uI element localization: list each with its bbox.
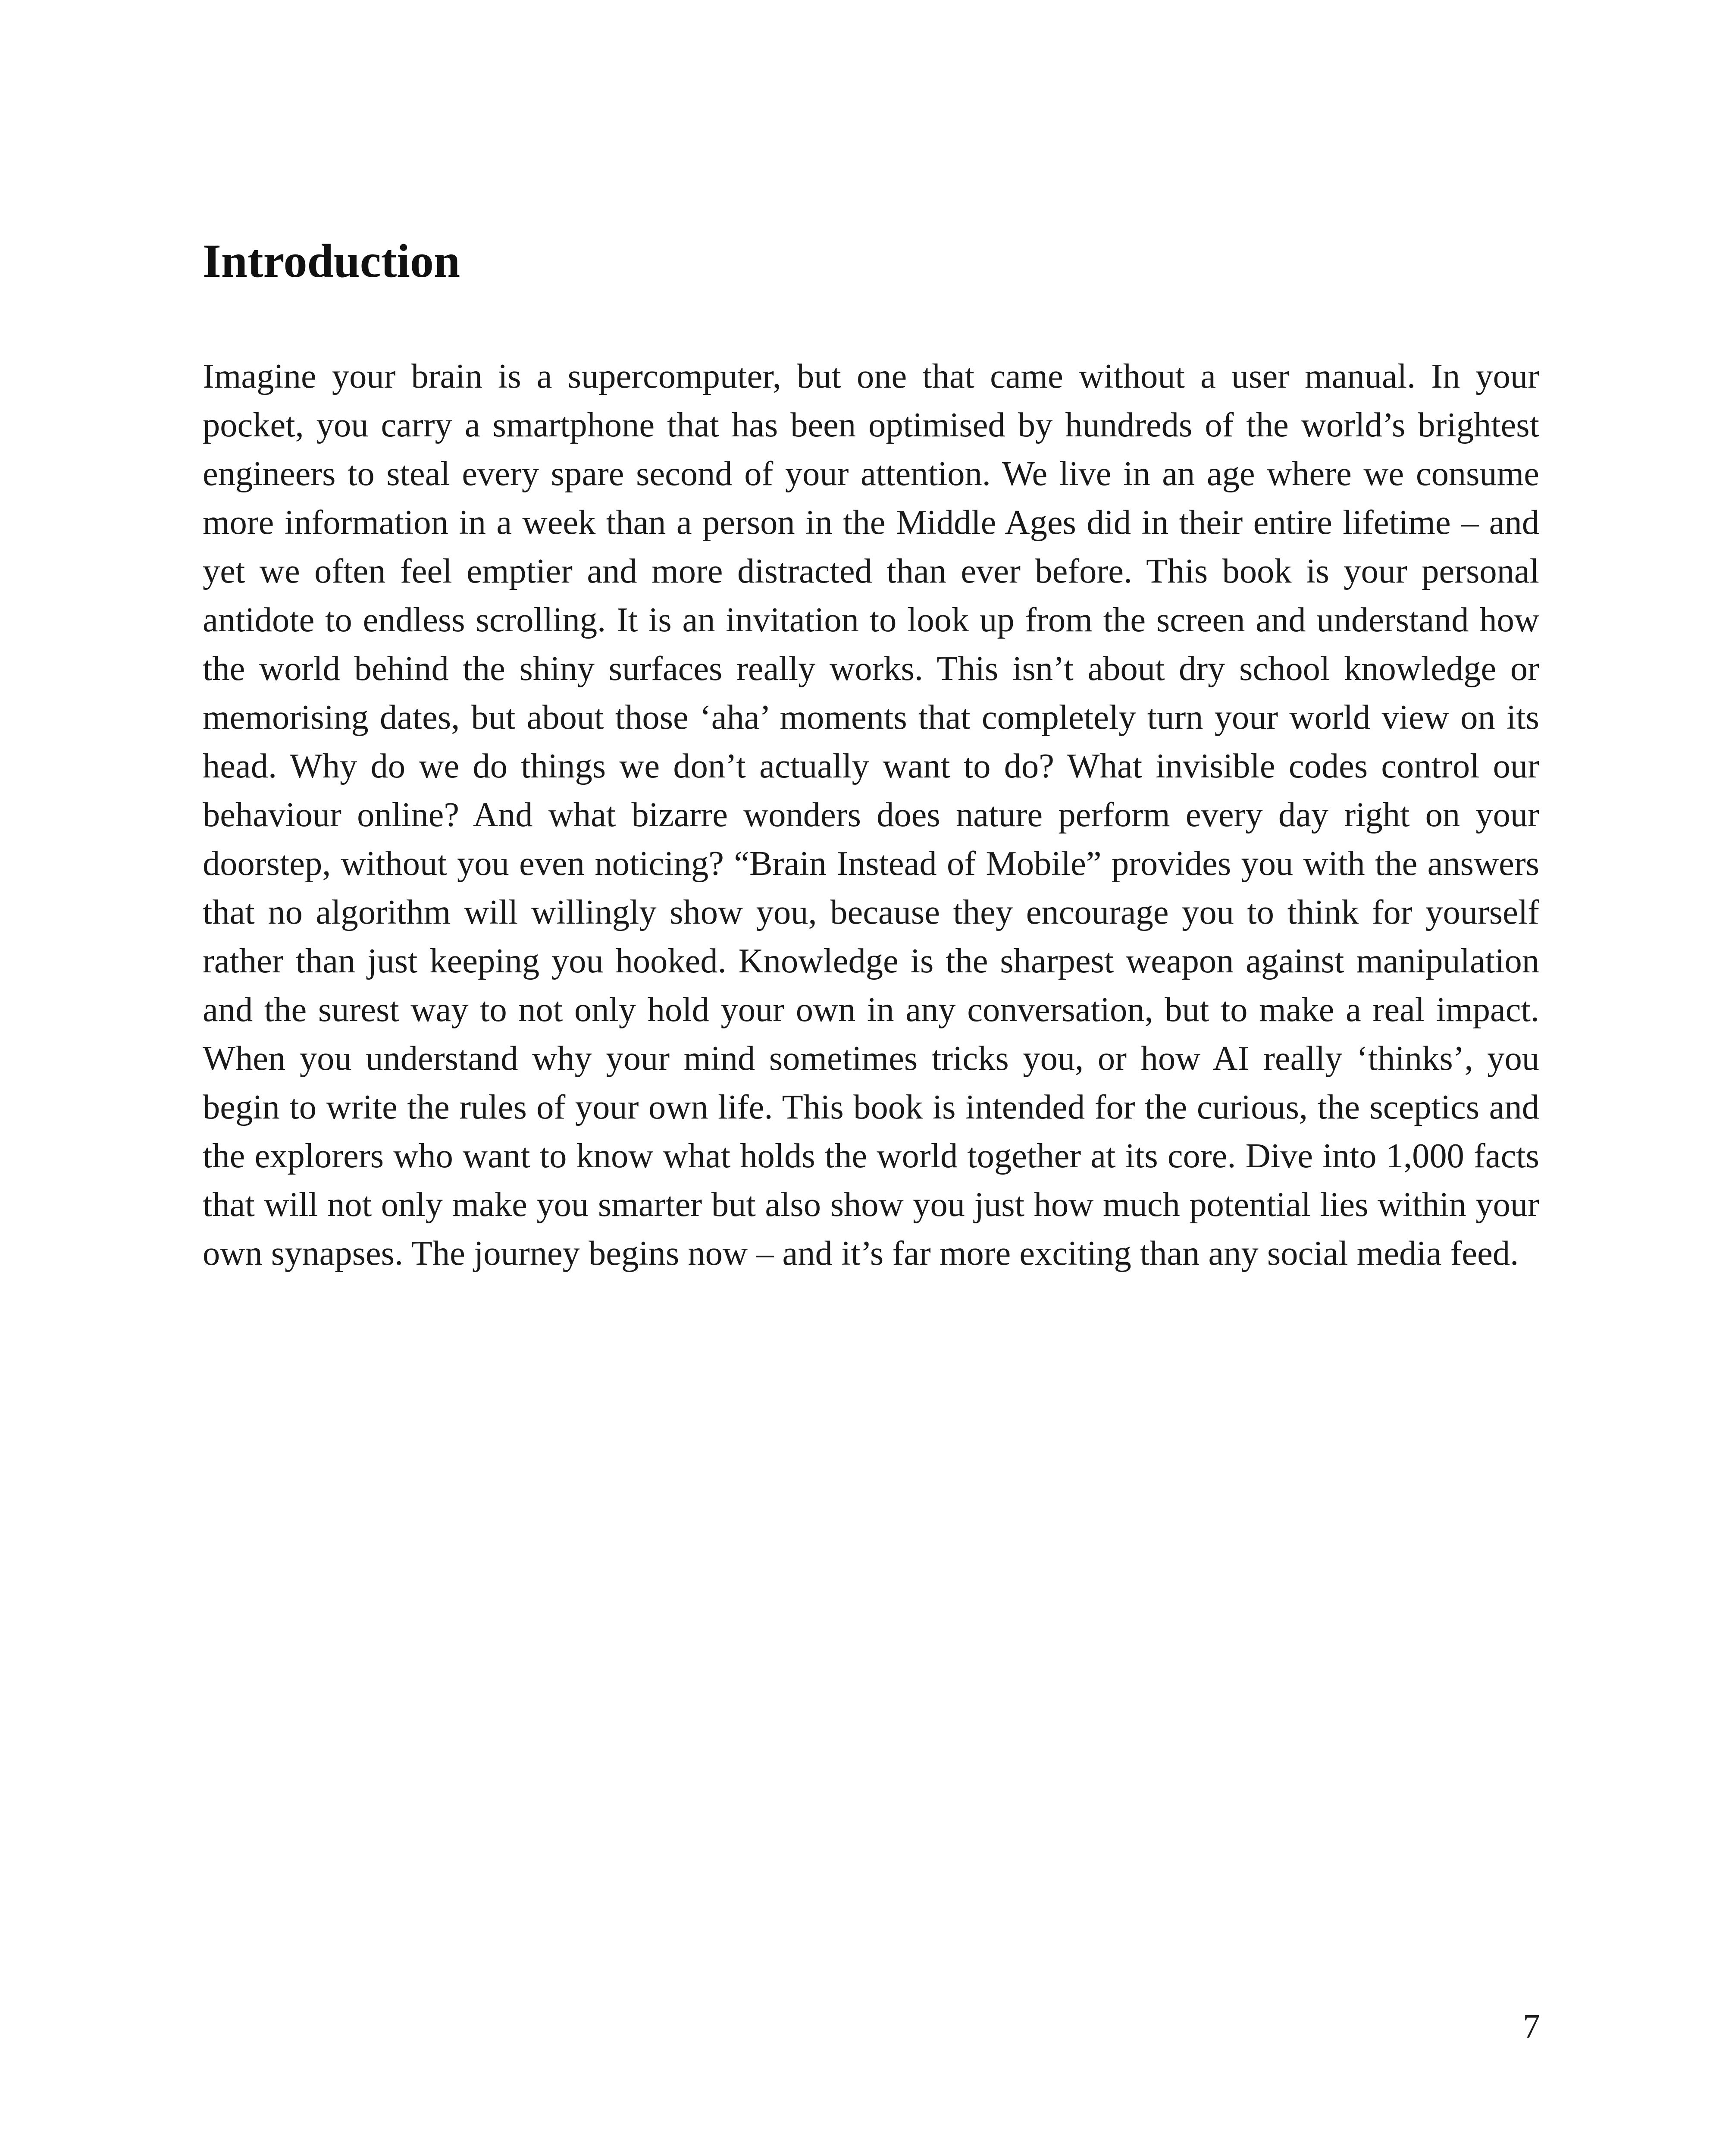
chapter-title: Introduction xyxy=(203,235,460,287)
page-number: 7 xyxy=(1523,2008,1540,2046)
introduction-paragraph: Imagine your brain is a supercomputer, but one that came without a user manual. In your pocket, you carry a smartphone that has been optimised by hundreds of the world’s brightest engineers to steal every spare second of your attention. We live in an age where we consume more information in a week than a person in the Middle Ages did in their entire lifetime – and yet we often feel emptier and more distracted than ever before. This book is your personal antidote to endless scrolling. It is an invitation to look up from the screen and understand how the world behind the shiny surfaces really works. This isn’t about dry school knowledge or memorising dates, but about those ‘aha’ moments that completely turn your world view on its head. Why do we do things we don’t actually want to do? What invisible codes control our behaviour online? And what bizarre wonders does nature perform every day right on your doorstep, without you even noticing? “Brain Instead of Mobile” provides you with the answers that no algorithm will willingly show you, because they encourage you to think for yourself rather than just keeping you hooked. Knowledge is the sharpest weapon against manipulation and the surest way to not only hold your own in any conversation, but to make a real impact. When you understand why your mind sometimes tricks you, or how AI really ‘thinks’, you begin to write the rules of your own life. This book is intended for the curious, the sceptics and the explorers who want to know what holds the world together at its core. Dive into 1,000 facts that will not only make you smarter but also show you just how much potential lies within your own synapses. The journey begins now – and it’s far more exciting than any social media feed. xyxy=(203,357,1539,1272)
page-content xyxy=(203,235,1539,1278)
